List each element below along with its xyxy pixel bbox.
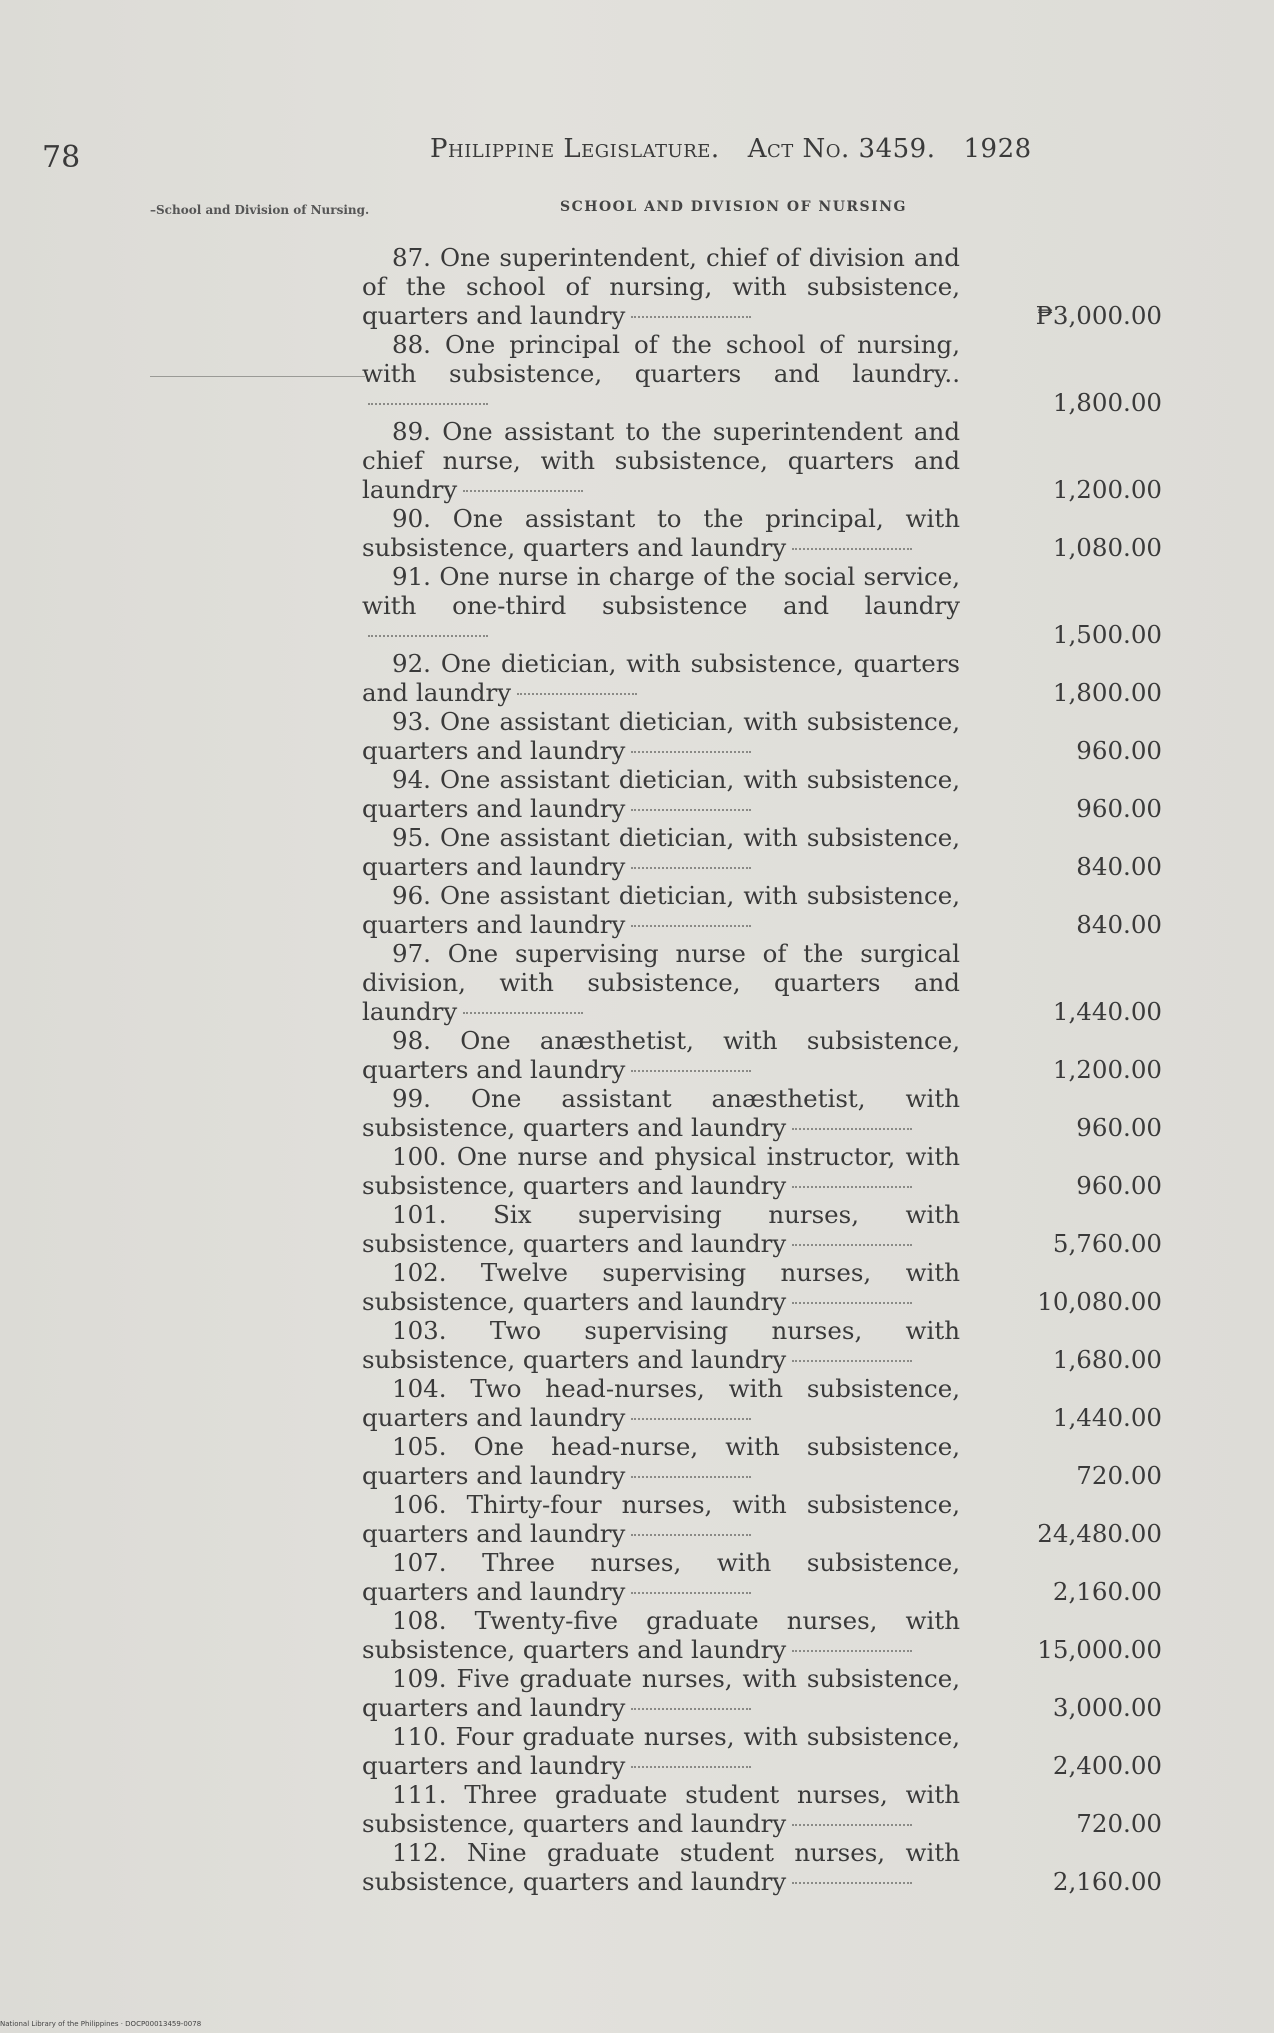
item-amount: 3,000.00 [1052, 1693, 1162, 1722]
item-description: 87. One superintendent, chief of division and of the school of nursing, with subsistence, quarters and laundry [362, 243, 960, 330]
appropriation-item [362, 1780, 1162, 1838]
item-description: 104. Two head-nurses, with subsistence, quarters and laundry [362, 1374, 960, 1432]
running-head-year: 1928 [963, 134, 1032, 164]
running-head [430, 134, 1090, 164]
item-description: 93. One assistant dietician, with subsistence, quarters and laundry [362, 707, 960, 765]
leader-dots [631, 751, 751, 753]
appropriation-item [362, 1664, 1162, 1722]
item-description: 106. Thirty-four nurses, with subsistence, quarters and laundry [362, 1490, 960, 1548]
appropriation-item [362, 1548, 1162, 1606]
item-amount: 960.00 [1076, 736, 1162, 765]
appropriation-item [362, 1316, 1162, 1374]
item-amount: 1,800.00 [1052, 388, 1162, 417]
item-description: 89. One assistant to the superintendent and chief nurse, with subsistence, quarters and laundry [362, 417, 960, 504]
appropriation-item [362, 823, 1162, 881]
margin-note: –School and Division of Nursing. [150, 203, 370, 217]
item-description: 109. Five graduate nurses, with subsistence, quarters and laundry [362, 1664, 960, 1722]
appropriation-item [362, 1142, 1162, 1200]
footer-stamp: National Library of the Philippines · DOCP00013459-0078 [0, 2020, 202, 2028]
item-description: 92. One dietician, with subsistence, quarters and laundry [362, 649, 960, 707]
appropriation-item [362, 765, 1162, 823]
appropriation-item [362, 1490, 1162, 1548]
appropriation-item [362, 562, 1162, 649]
leader-dots [631, 1592, 751, 1594]
leader-dots [792, 1882, 912, 1884]
item-amount: 960.00 [1076, 1113, 1162, 1142]
running-head-title: Philippine Legislature. [430, 134, 720, 164]
item-amount: 24,480.00 [1037, 1519, 1162, 1548]
item-description: 88. One principal of the school of nursing, with subsistence, quarters and laundry.. [362, 330, 960, 417]
item-amount: 2,160.00 [1052, 1577, 1162, 1606]
margin-rule [150, 376, 365, 377]
item-amount: 840.00 [1076, 910, 1162, 939]
running-head-act: Act No. 3459. [747, 134, 936, 164]
item-amount: 960.00 [1076, 1171, 1162, 1200]
item-description: 101. Six supervising nurses, with subsistence, quarters and laundry [362, 1200, 960, 1258]
page-number: 78 [42, 140, 81, 175]
leader-dots [631, 1708, 751, 1710]
item-description: 108. Twenty-five graduate nurses, with subsistence, quarters and laundry [362, 1606, 960, 1664]
leader-dots [631, 867, 751, 869]
appropriation-item [362, 330, 1162, 417]
leader-dots [631, 1534, 751, 1536]
item-amount: 1,440.00 [1052, 997, 1162, 1026]
leader-dots [631, 316, 751, 318]
appropriation-item [362, 1722, 1162, 1780]
item-description: 90. One assistant to the principal, with subsistence, quarters and laundry [362, 504, 960, 562]
appropriation-item [362, 243, 1162, 330]
appropriation-item [362, 1026, 1162, 1084]
appropriation-item [362, 1838, 1162, 1896]
leader-dots [631, 809, 751, 811]
appropriation-item [362, 504, 1162, 562]
item-description: 97. One supervising nurse of the surgical division, with subsistence, quarters and laundry [362, 939, 960, 1026]
item-amount: 720.00 [1076, 1461, 1162, 1490]
appropriation-item [362, 1200, 1162, 1258]
leader-dots [631, 1070, 751, 1072]
item-description: 91. One nurse in charge of the social service, with one-third subsistence and laundry [362, 562, 960, 649]
leader-dots [517, 693, 637, 695]
leader-dots [631, 925, 751, 927]
leader-dots [792, 1186, 912, 1188]
item-description: 98. One anæsthetist, with subsistence, quarters and laundry [362, 1026, 960, 1084]
item-amount: ₱3,000.00 [1035, 301, 1162, 330]
item-amount: 840.00 [1076, 852, 1162, 881]
item-amount: 10,080.00 [1037, 1287, 1162, 1316]
appropriation-item [362, 1432, 1162, 1490]
item-description: 111. Three graduate student nurses, with subsistence, quarters and laundry [362, 1780, 960, 1838]
leader-dots [368, 403, 488, 405]
item-amount: 2,160.00 [1052, 1867, 1162, 1896]
leader-dots [463, 490, 583, 492]
item-description: 99. One assistant anæsthetist, with subsistence, quarters and laundry [362, 1084, 960, 1142]
section-title: SCHOOL AND DIVISION OF NURSING [560, 199, 907, 215]
item-amount: 1,200.00 [1052, 1055, 1162, 1084]
item-description: 105. One head-nurse, with subsistence, quarters and laundry [362, 1432, 960, 1490]
item-amount: 1,080.00 [1052, 533, 1162, 562]
appropriation-item [362, 417, 1162, 504]
item-amount: 15,000.00 [1037, 1635, 1162, 1664]
item-description: 110. Four graduate nurses, with subsistence, quarters and laundry [362, 1722, 960, 1780]
leader-dots [631, 1476, 751, 1478]
appropriation-item [362, 1084, 1162, 1142]
appropriation-item [362, 707, 1162, 765]
leader-dots [792, 1128, 912, 1130]
item-description: 102. Twelve supervising nurses, with subsistence, quarters and laundry [362, 1258, 960, 1316]
item-description: 94. One assistant dietician, with subsistence, quarters and laundry [362, 765, 960, 823]
item-description: 103. Two supervising nurses, with subsistence, quarters and laundry [362, 1316, 960, 1374]
item-amount: 1,680.00 [1052, 1345, 1162, 1374]
item-amount: 1,440.00 [1052, 1403, 1162, 1432]
appropriation-item [362, 1606, 1162, 1664]
item-description: 112. Nine graduate student nurses, with subsistence, quarters and laundry [362, 1838, 960, 1896]
item-description: 107. Three nurses, with subsistence, quarters and laundry [362, 1548, 960, 1606]
appropriation-item [362, 1258, 1162, 1316]
leader-dots [792, 548, 912, 550]
leader-dots [792, 1650, 912, 1652]
item-description: 100. One nurse and physical instructor, with subsistence, quarters and laundry [362, 1142, 960, 1200]
item-amount: 5,760.00 [1052, 1229, 1162, 1258]
appropriation-list [362, 243, 1162, 1896]
item-amount: 720.00 [1076, 1809, 1162, 1838]
appropriation-item [362, 939, 1162, 1026]
leader-dots [368, 635, 488, 637]
appropriation-item [362, 649, 1162, 707]
item-description: 96. One assistant dietician, with subsistence, quarters and laundry [362, 881, 960, 939]
item-amount: 960.00 [1076, 794, 1162, 823]
item-amount: 2,400.00 [1052, 1751, 1162, 1780]
item-amount: 1,800.00 [1052, 678, 1162, 707]
appropriation-item [362, 1374, 1162, 1432]
leader-dots [631, 1766, 751, 1768]
leader-dots [792, 1244, 912, 1246]
item-amount: 1,200.00 [1052, 475, 1162, 504]
leader-dots [463, 1012, 583, 1014]
leader-dots [792, 1302, 912, 1304]
item-description: 95. One assistant dietician, with subsistence, quarters and laundry [362, 823, 960, 881]
item-amount: 1,500.00 [1052, 620, 1162, 649]
leader-dots [792, 1360, 912, 1362]
leader-dots [792, 1824, 912, 1826]
appropriation-item [362, 881, 1162, 939]
leader-dots [631, 1418, 751, 1420]
